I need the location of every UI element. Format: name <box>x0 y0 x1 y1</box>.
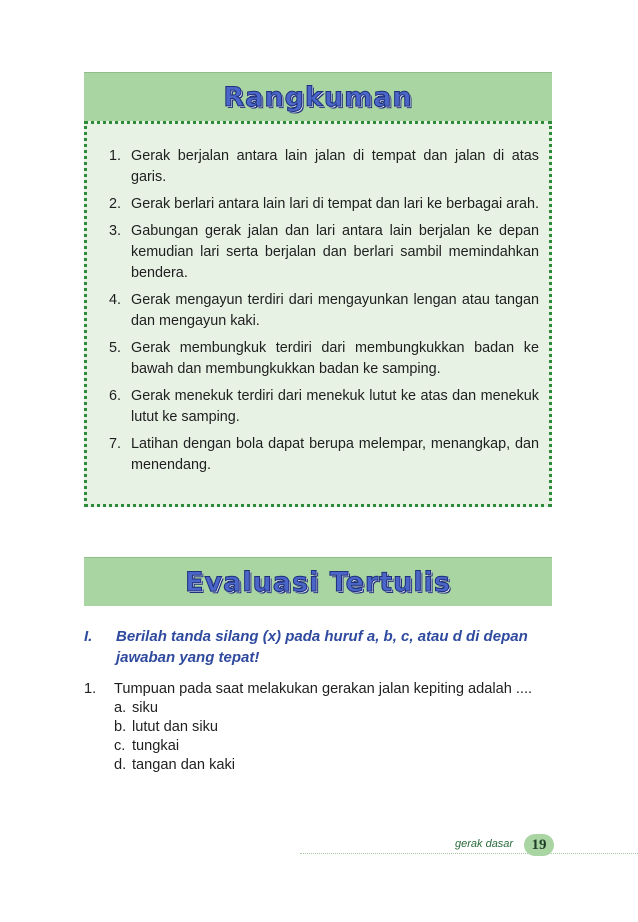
summary-item <box>109 434 539 476</box>
summary-item-text: Gerak berlari antara lain lari di tempat dan lari ke berbagai arah. <box>131 196 539 212</box>
summary-item-text: Gerak membungkuk terdiri dari membungkukkan badan ke bawah dan membungkukkan badan ke samping. <box>131 340 539 377</box>
page-number-badge <box>524 834 554 856</box>
instruction-roman: I. <box>84 628 93 645</box>
summary-header <box>84 72 552 121</box>
summary-item-text: Gerak mengayun terdiri dari mengayunkan lengan atau tangan dan mengayun kaki. <box>131 292 539 329</box>
summary-item <box>109 386 539 428</box>
evaluation-header <box>84 557 552 606</box>
option-letter: b. <box>114 719 127 735</box>
page-number: 19 <box>531 836 547 853</box>
summary-item-number: 5. <box>109 340 122 356</box>
summary-box <box>84 121 552 507</box>
summary-item-number: 2. <box>109 196 122 212</box>
answer-option-c <box>114 737 554 756</box>
option-text: lutut dan siku <box>132 719 218 735</box>
footer-chapter-label: gerak dasar <box>455 838 514 850</box>
summary-item <box>109 221 539 284</box>
question-text: Tumpuan pada saat melakukan gerakan jalan kepiting adalah .... <box>114 681 533 697</box>
summary-item-number: 1. <box>109 148 122 164</box>
summary-item-number: 4. <box>109 292 122 308</box>
instruction-text: Berilah tanda silang (x) pada huruf a, b, c, atau d di depan jawaban yang tepat! <box>116 628 528 666</box>
summary-item-text: Gerak berjalan antara lain jalan di tempat dan jalan di atas garis. <box>131 148 539 185</box>
summary-item-number: 7. <box>109 436 122 452</box>
option-text: tangan dan kaki <box>132 757 236 773</box>
option-letter: c. <box>114 738 126 754</box>
summary-title: Rangkuman <box>223 81 413 113</box>
summary-item <box>109 338 539 380</box>
answer-option-a <box>114 699 554 718</box>
summary-item <box>109 194 539 215</box>
instruction <box>84 626 554 668</box>
summary-item-number: 3. <box>109 223 122 239</box>
evaluation-title: Evaluasi Tertulis <box>185 566 451 598</box>
footer-divider <box>300 853 638 854</box>
option-letter: a. <box>114 700 127 716</box>
summary-item-number: 6. <box>109 388 122 404</box>
option-letter: d. <box>114 757 127 773</box>
summary-item <box>109 146 539 188</box>
answer-option-d <box>114 756 554 775</box>
option-text: tungkai <box>132 738 180 754</box>
answer-option-b <box>114 718 554 737</box>
question <box>84 680 554 775</box>
summary-list <box>109 146 539 482</box>
summary-item-text: Gabungan gerak jalan dan lari antara lain berjalan ke depan kemudian lari serta berjalan dan berlari sambil memindahkan bendera. <box>131 223 539 281</box>
question-number: 1. <box>84 681 97 697</box>
answer-options <box>84 699 554 775</box>
summary-item-text: Gerak menekuk terdiri dari menekuk lutut ke atas dan menekuk lutut ke samping. <box>131 388 539 425</box>
summary-item <box>109 290 539 332</box>
option-text: siku <box>132 700 158 716</box>
summary-item-text: Latihan dengan bola dapat berupa melempar, menangkap, dan menendang. <box>131 436 539 473</box>
